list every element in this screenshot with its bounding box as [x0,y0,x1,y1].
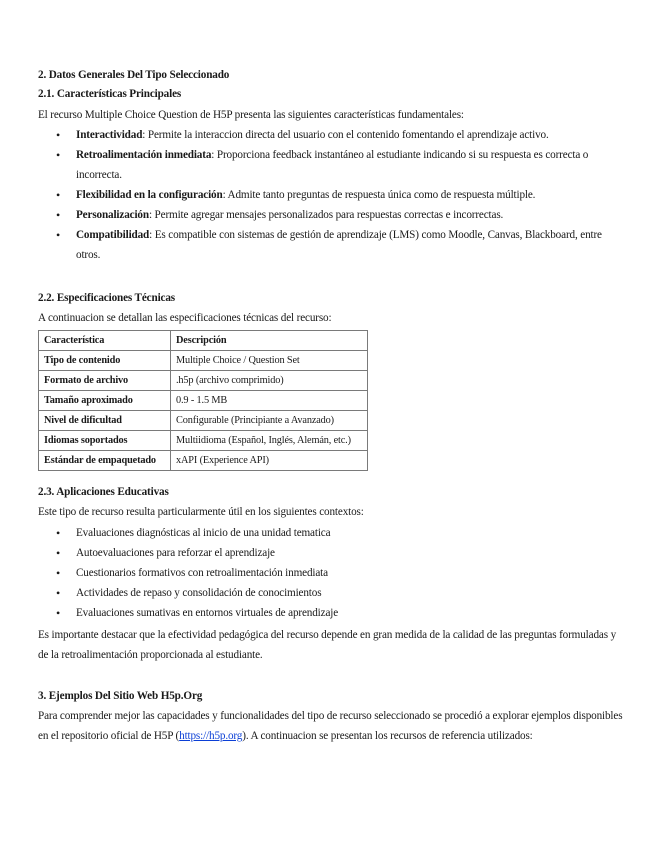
section-3-title: 3. Ejemplos Del Sitio Web H5p.Org [38,690,203,702]
table-cell-value: Configurable (Principiante a Avanzado) [171,411,368,431]
feature-term: Compatibilidad [76,229,150,241]
table-row [39,451,368,471]
feature-desc: : Proporciona feedback instantáneo al estudiante indicando si su respuesta es correcta o incorrecta. [76,149,589,181]
list-item [38,205,625,225]
section-2-2-title: 2.2. Especificaciones Técnicas [38,292,175,304]
table-cell-label: Tipo de contenido [39,351,171,371]
list-item: • Evaluaciones sumativas en entornos virtuales de aprendizaje [38,603,625,623]
section-3-paragraph [38,706,625,746]
features-list [38,125,625,265]
table-cell-value: xAPI (Experience API) [171,451,368,471]
feature-desc: : Permite agregar mensajes personalizados para respuestas correctas e incorrectas. [148,209,504,221]
section-2-2-intro: A continuacion se detallan las especificaciones técnicas del recurso: [38,312,332,324]
table-row [39,371,368,391]
feature-desc: : Permite la interaccion directa del usuario con el contenido fomentando el aprendizaje activo. [142,129,549,141]
table-cell-value: Multiple Choice / Question Set [171,351,368,371]
feature-desc: : Es compatible con sistemas de gestión de aprendizaje (LMS) como Moodle, Canvas, Blackboard, entre otros. [76,229,602,261]
section-2-3-intro: Este tipo de recurso resulta particularmente útil en los siguientes contextos: [38,506,364,518]
table-row [39,431,368,451]
paragraph-text: ). A continuacion se presentan los recursos de referencia utilizados: [242,730,533,742]
list-item [38,185,625,205]
table-cell-value: .h5p (archivo comprimido) [171,371,368,391]
paragraph-text: Para comprender mejor las capacidades y funcionalidades del tipo de recurso seleccionado se procedió a explorar ejemplos disponibles en el repositorio oficial de H5P ( [38,710,623,742]
table-cell-label: Idiomas soportados [39,431,171,451]
list-item [38,125,625,145]
table-cell-value: Multiidioma (Español, Inglés, Alemán, etc.) [171,431,368,451]
feature-term: Interactividad [76,129,143,141]
feature-term: Retroalimentación inmediata [76,149,212,161]
table-header-cell: Descripción [171,331,368,351]
list-item: • Actividades de repaso y consolidación de conocimientos [38,583,625,603]
applications-list [38,523,625,623]
section-2-1-intro: El recurso Multiple Choice Question de H5P presenta las siguientes características fundamentales: [38,109,464,121]
table-row [39,411,368,431]
table-cell-label: Estándar de empaquetado [39,451,171,471]
specs-table [38,330,368,471]
section-2-3-closing: Es importante destacar que la efectividad pedagógica del recurso depende en gran medida de la calidad de las preguntas formuladas y de la retroalimentación proporcionada al estudiante. [38,629,617,661]
list-item: • Evaluaciones diagnósticas al inicio de una unidad tematica [38,523,625,543]
list-item [38,145,625,185]
feature-term: Personalización [76,209,149,221]
section-2-title: 2. Datos Generales Del Tipo Seleccionado [38,69,230,81]
table-row [39,351,368,371]
table-cell-value: 0.9 - 1.5 MB [171,391,368,411]
h5p-link[interactable]: https://h5p.org [179,730,243,742]
feature-desc: : Admite tanto preguntas de respuesta única como de respuesta múltiple. [222,189,536,201]
table-header-cell: Característica [39,331,171,351]
table-cell-label: Tamaño aproximado [39,391,171,411]
feature-term: Flexibilidad en la configuración [76,189,223,201]
table-cell-label: Formato de archivo [39,371,171,391]
table-header-row [39,331,368,351]
table-row [39,391,368,411]
section-2-1-title: 2.1. Características Principales [38,88,182,100]
list-item [38,225,625,265]
section-2-3-title: 2.3. Aplicaciones Educativas [38,486,169,498]
list-item: • Autoevaluaciones para reforzar el aprendizaje [38,543,625,563]
list-item: • Cuestionarios formativos con retroalimentación inmediata [38,563,625,583]
table-cell-label: Nivel de dificultad [39,411,171,431]
